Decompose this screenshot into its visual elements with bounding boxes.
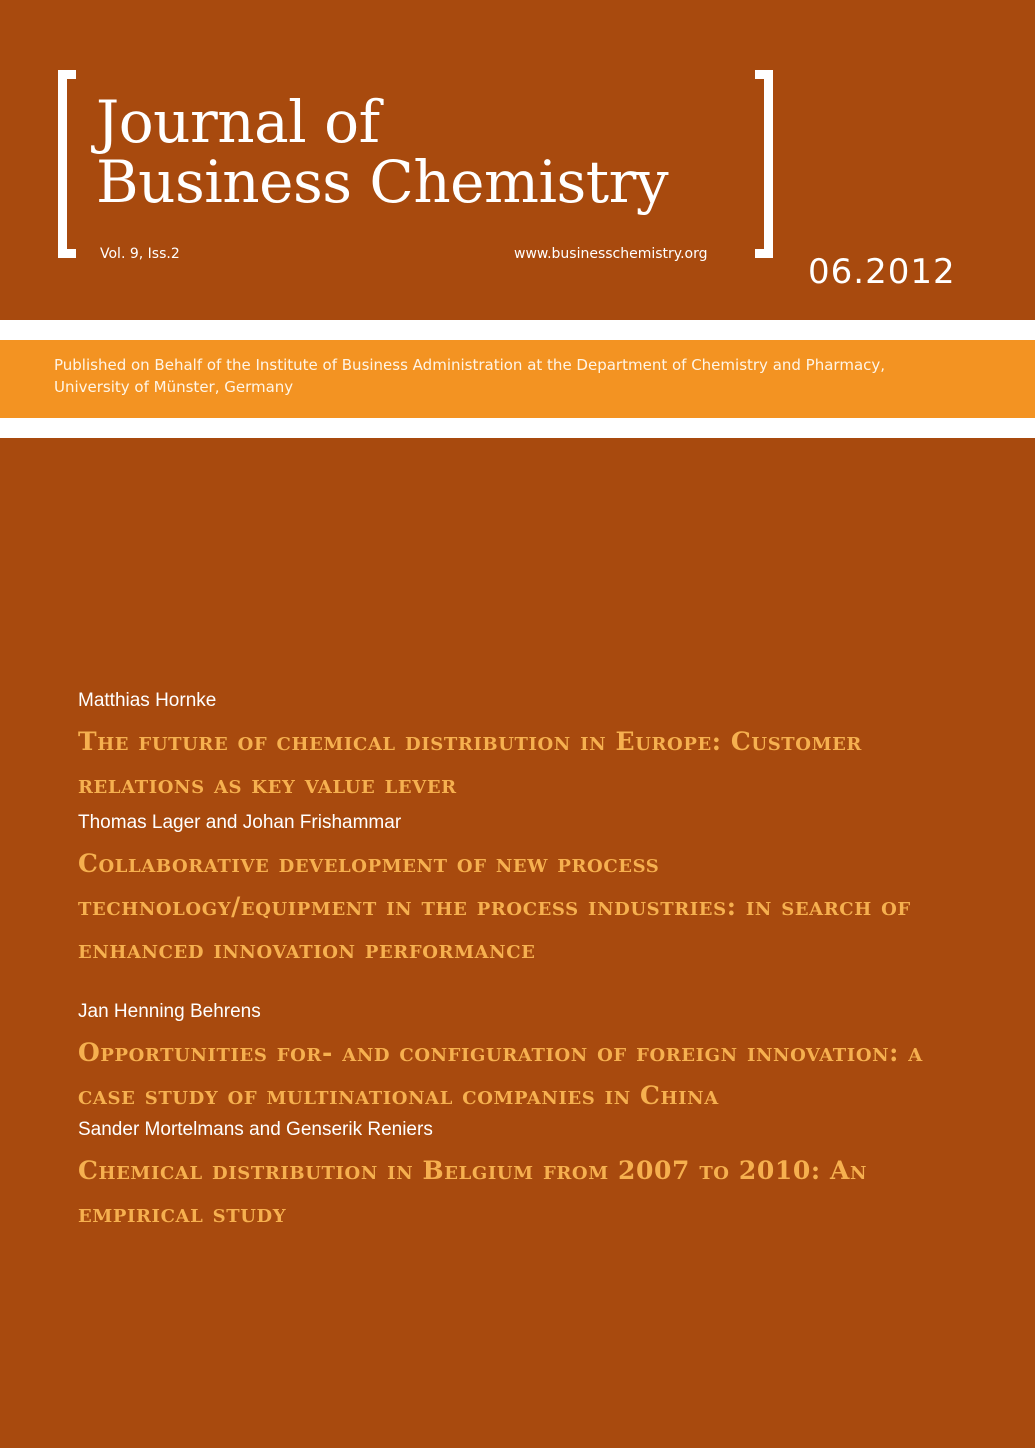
issue-date: 06.2012 [808,252,956,292]
website-url: www.businesschemistry.org [514,246,708,262]
journal-title-line2: Business Chemistry [96,148,669,216]
article-list [78,688,958,1235]
journal-title [96,88,669,216]
article-title: Collaborative development of new process technology/equipment in the process industries: in search of enhanced innovation performance [78,849,911,964]
divider-band-top [0,320,1035,340]
article-authors: Matthias Hornke [78,690,217,711]
publisher-line-2: University of Münster, Germany [54,378,294,396]
article-title: Opportunities for- and configuration of foreign innovation: a case study of multinational companies in China [78,1038,923,1110]
article-item [78,999,958,1117]
divider-band-bottom [0,418,1035,438]
article-title: Chemical distribution in Belgium from 2007 to 2010: An empirical study [78,1156,868,1228]
right-bracket [755,70,773,258]
article-authors: Thomas Lager and Johan Frishammar [78,812,402,833]
publisher-statement [54,354,954,398]
journal-title-line1: Journal of [96,88,380,156]
publisher-line-1: Published on Behalf of the Institute of Business Administration at the Department of Chemistry and Pharmacy, [54,356,886,374]
volume-issue: Vol. 9, Iss.2 [100,246,180,262]
article-item [78,810,958,971]
article-item [78,688,958,806]
article-authors: Sander Mortelmans and Genserik Reniers [78,1119,433,1140]
article-authors: Jan Henning Behrens [78,1001,261,1022]
article-item [78,1117,958,1235]
masthead [0,0,1035,320]
article-title: The future of chemical distribution in Europe: Customer relations as key value lever [78,727,862,799]
left-bracket [58,70,76,258]
